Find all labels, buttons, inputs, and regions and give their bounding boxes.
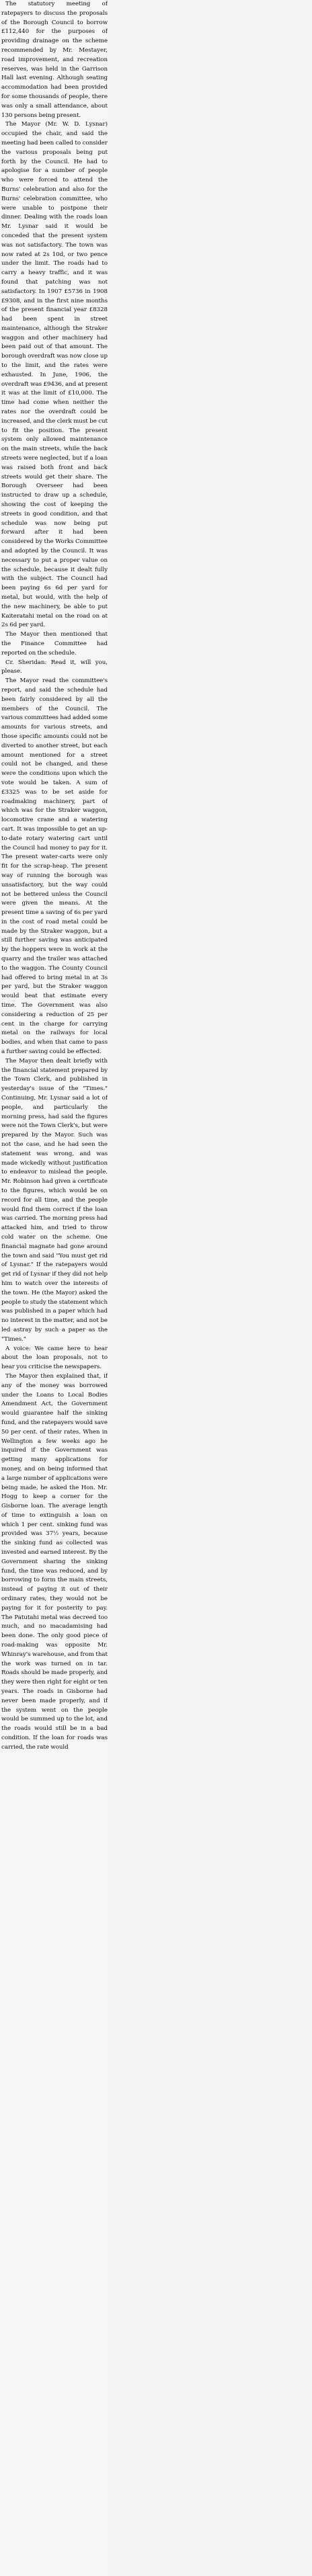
page-margin [108, 0, 312, 2576]
article-paragraph: Cr. Sheridan: Read it, will you, please. [1, 659, 108, 675]
article-paragraph: The Mayor then mentioned that the Finance Committee had reported on the schedule. [1, 631, 108, 657]
article-column [0, 0, 108, 1753]
article-paragraph: The statutory meeting of ratepayers to discuss the proposals of the Borough Council to borrow £112,440 for the purposes of providing drainage on the scheme recommended by Mr. Mestayer, road improvement, and recreation reserves, was held in the Garrison Hall last evening. Although seating accommodation had been provided for some thousands of people, there was only a small attendance, about 130 persons being present. [1, 1, 108, 119]
article-paragraph: The Mayor then explained that, if any of the money was borrowed under the Loans to Local Bodies Amendment Act, the Government would guarantee half the sinking fund, and the ratepayers would save 50 per cent. of their rates. When in Wellington a few weeks ago he inquired if the Government was getting many applications for money, and on being informed that a large number of applications were being made, he asked the Hon. Mr. Hogg to keep a corner for the Gisborne loan. The average length of time to extinguish a loan on which 1 per cent. sinking fund was provided was 37½ years, because the sinking fund as collected was invested and earned interest. By the Government sharing the sinking fund, the time was reduced, and by borrowing to form the main streets, instead of paying it out of their ordinary rates, they would not be paying for it for posterity to pay. The Patutahi metal was decreed too much, and no macadamising had been done. The only good piece of road-making was opposite Mr. Whinray's warehouse, and from that the work was turned on in tar. Roads should be made properly, and they were then right for eight or ten years. The roads in Gisborne had never been made properly, and if the system went on the people would be summed up to the lot, and the roads would still be in a bad condition. If the loan for roads was carried, the rate would [1, 1372, 108, 1751]
article-paragraph: The Mayor then dealt briefly with the financial statement prepared by the Town Clerk, and published in yesterday's issue of the "Times." Continuing, Mr. Lysnar said a lot of people, and particularly the morning press, had said the figures were not the Town Clerk's, but were prepared by the Mayor. Such was not the case, and he had seen the statement was wrong, and was made wickedly without justification to endeavor to mislead the people. Mr. Robinson had given a certificate to the figures, which would be on record for all time, and the people would find them correct if the loan was carried. The morning press had attacked him, and tried to throw cold water on the scheme. One financial magnate had gone around the town and said "You must get rid of Lysnar." If the ratepayers would get rid of Lysnar if they did not help him to watch over the interests of the town. He (the Mayor) asked the people to study the statement which was published in a paper which had no interest in the matter, and not be led astray by such a paper as the "Times." [1, 1057, 108, 1343]
article-paragraph: The Mayor (Mr. W. D. Lysnar) occupied the chair, and said the meeting had been called to consider the various proposals being put forth by the Council. He had to apologise for a number of people who were forced to attend the Burns' celebration and also for the Burns' celebration committee, who were unable to postpone their dinner. Dealing with the roads loan Mr. Lysnar said it would be conceded that the present system was not satisfactory. The town was now rated at 2s 10d, or two pence under the limit. The roads had to carry a heavy traffic, and it was found that patching was not satisfactory. In 1907 £5736 in 1908 £9308, and in the first nine months of the present financial year £8328 had been spent in street maintenance, although the Straker waggon and other machinery had been paid out of that amount. The borough overdraft was now close up to the limit, and the rates were exhausted. In June, 1906, the overdraft was £9436, and at present it was at the limit of £10,000. The time had come when neither the rates nor the overdraft could be increased, and the clerk must be cut to fit the position. The present system only allowed maintenance on the main streets, while the back streets were neglected, but if a loan was raised both front and back streets would get their share. The Borough Overseer had been instructed to draw up a schedule, showing the cost of keeping the streets in good condition, and that schedule was now being put forward after it had been considered by the Works Committee and adopted by the Council. It was necessary to put a proper value on the schedule, because it dealt fully with the subject. The Council had been paying 6s 6d per yard for metal, but would, with the help of the new machinery, be able to put Kaiteratahi metal on the road on at 2s 6d per yard. [1, 121, 108, 629]
article-paragraph: The Mayor read the committee's report, and said the schedule had been fairly considered by all the members of the Council. The various committees had added some amounts for various streets, and those specific amounts could not be diverted to another street, but each amount mentioned for a street could not be changed, and these were the conditions upon which the vote would be taken. A sum of £3325 was to be set aside for roadmaking machinery, part of which was for the Straker waggon, locomotive crane and a watering cart. It was impossible to get an up-to-date rotary watering cart until the Council had money to pay for it. The present water-carts were only fit for the scrap-heap. The present way of running the borough was unsatisfactory, but the way could not be bettered unless the Council were given the means. At the present time a saving of 6s per yard in the cost of road metal could be made by the Straker waggon, but a still further saving was anticipated by the hoppers were in work at the quarry and the trailer was attached to the waggon. The County Council had offered to bring metal in at 3s per yard, but the Straker waggon would beat that estimate every time. The Government was also considering a reduction of 25 per cent in the charge for carrying metal on the railways for local bodies, and when that came to pass a further saving could be effected. [1, 677, 108, 1056]
article-paragraph: A voice: We came here to hear about the loan proposals, not to hear you criticise the newspapers. [1, 1345, 108, 1371]
